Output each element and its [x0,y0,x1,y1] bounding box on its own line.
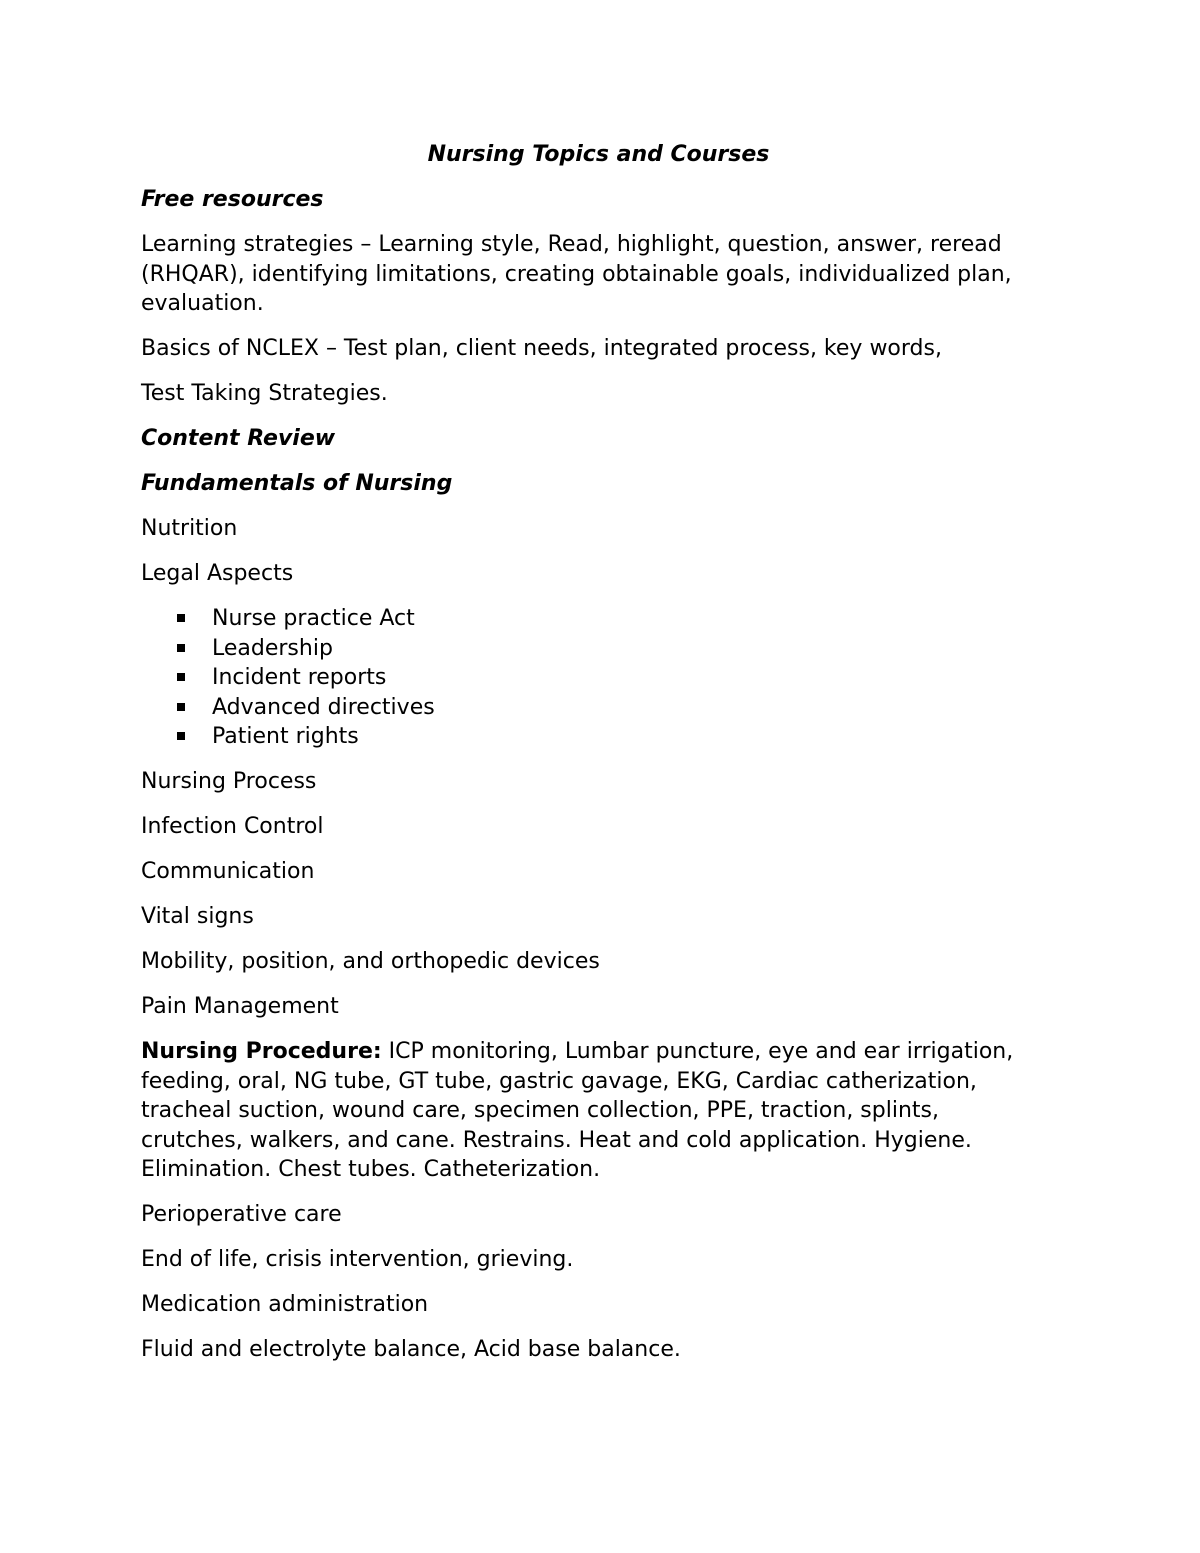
list-item-label: Patient rights [212,724,359,749]
medication-item: Medication administration [141,1292,429,1317]
square-bullet-icon [177,644,185,652]
fundamentals-heading: Fundamentals of Nursing [141,471,453,496]
list-item [141,604,1021,634]
square-bullet-icon [177,673,185,681]
nursing-procedure-paragraph [141,1037,1021,1185]
nutrition-item: Nutrition [141,516,238,541]
nursing-procedure-label: Nursing Procedure: [141,1039,382,1064]
list-item-label: Leadership [212,635,333,661]
content-review-heading: Content Review [141,426,336,451]
document-page [141,140,1021,1380]
test-taking-paragraph: Test Taking Strategies. [141,381,388,406]
nursing-procedure-text: ICP monitoring, Lumbar puncture, eye and ear irrigation, feeding, oral, NG tube, GT tube, gastric gavage, EKG, Cardiac catherization, tracheal suction, wound care, specimen collection, PPE, traction, splints, crutches, walkers, and cane. Restrains. Heat and cold application. Hygiene. Elimination. Chest tubes. Catheterization. [141,1039,1014,1182]
square-bullet-icon [177,614,185,622]
list-item-label: Incident reports [212,665,387,690]
list-item [141,722,1021,752]
perioperative-item: Perioperative care [141,1202,342,1227]
list-item [141,634,1021,664]
mobility-item: Mobility, position, and orthopedic devices [141,949,600,974]
legal-aspects-item: Legal Aspects [141,561,294,586]
communication-item: Communication [141,859,315,884]
pain-management-item: Pain Management [141,994,339,1019]
square-bullet-icon [177,703,185,711]
free-resources-heading: Free resources [141,187,324,212]
end-of-life-item: End of life, crisis intervention, grieving. [141,1247,574,1272]
list-item [141,693,1021,723]
list-item-label: Advanced directives [212,694,435,720]
vital-signs-item: Vital signs [141,904,254,929]
infection-control-item: Infection Control [141,814,324,839]
square-bullet-icon [177,732,185,740]
legal-aspects-list [141,604,1021,752]
list-item [141,663,1021,693]
nursing-process-item: Nursing Process [141,769,317,794]
fluid-balance-item: Fluid and electrolyte balance, Acid base balance. [141,1337,681,1362]
page-title: Nursing Topics and Courses [427,142,770,167]
list-item-label: Nurse practice Act [212,606,415,631]
basics-nclex-paragraph: Basics of NCLEX – Test plan, client needs, integrated process, key words, [141,336,942,361]
learning-strategies-paragraph: Learning strategies – Learning style, Read, highlight, question, answer, reread (RHQAR), identifying limitations, creating obtainable goals, individualized plan, evaluation. [141,232,1012,316]
